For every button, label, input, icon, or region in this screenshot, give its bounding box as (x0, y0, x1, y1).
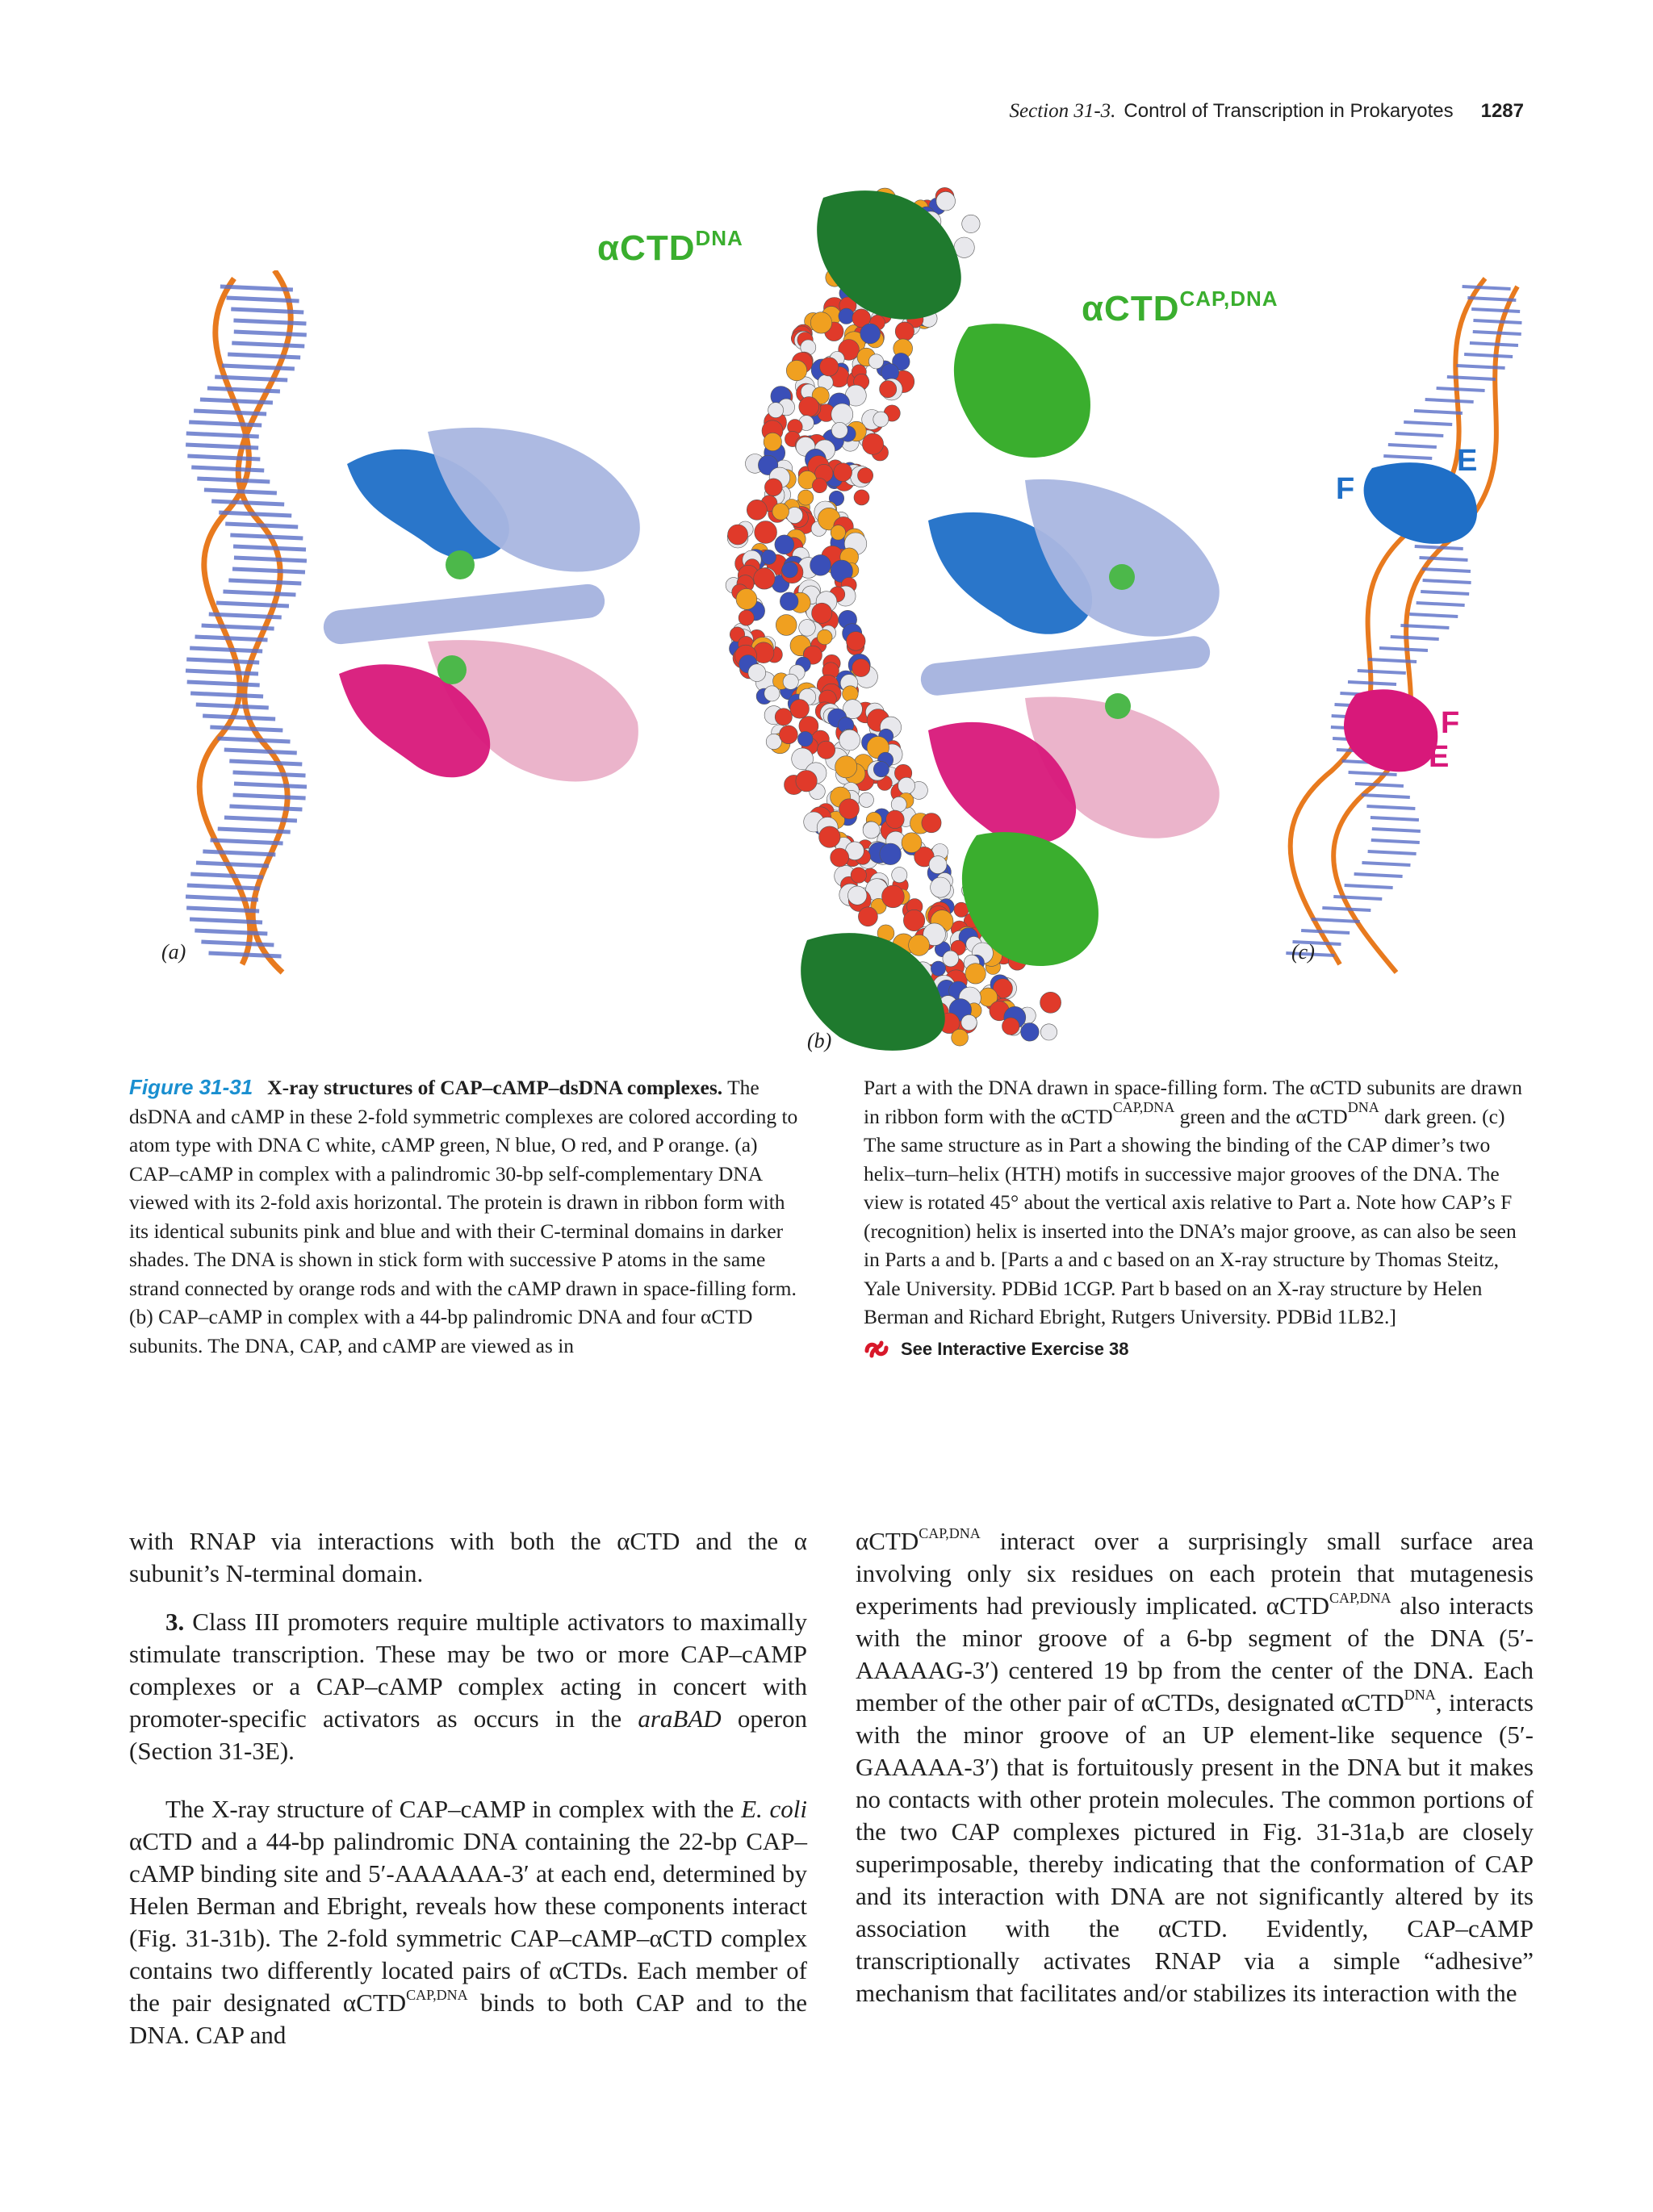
p2-text-a: Class III promoters require multiple activators to maximally stimulate transcription. These may be two or more CAP–cAMP complexes or a CAP–cAMP complex acting in concert with promoter-specific activators as occurs in the (129, 1608, 807, 1733)
dna-atom (895, 322, 914, 341)
paragraph-2 (129, 1606, 807, 1767)
dna-base-pair (1414, 411, 1463, 413)
dna-base-pair (203, 716, 275, 719)
dna-atom (936, 191, 956, 211)
p4-text-c: also interacts with the minor groove of a 6-bp segment of the DNA (5′-AAAAAG-3′) centered 19 bp from the center of the DNA. Each member of the other pair of αCTDs, designated αCTD (856, 1591, 1534, 1716)
caption-right-text-2: green and the αCTD (1174, 1104, 1348, 1128)
dna-base-pair (1349, 772, 1397, 775)
dna-base-pair (1395, 433, 1443, 436)
dna-base-pair (187, 682, 260, 685)
dna-base-pair (1391, 637, 1439, 639)
p3-species: E. coli (741, 1795, 807, 1823)
paragraph-3 (129, 1793, 807, 2051)
dna-atom (858, 907, 877, 926)
caption-sup-2: DNA (1347, 1098, 1379, 1115)
dna-atom (818, 629, 833, 645)
dna-atom (892, 868, 907, 883)
camp-bottom-b (1105, 693, 1131, 719)
dna-atom (810, 554, 831, 575)
dna-atom (799, 620, 816, 637)
caption-right-text-1: Part a with the DNA drawn in space-filling form. The αCTD subunits are drawn in ribbon form with the αCTD (864, 1076, 1522, 1128)
dna-base-pair (203, 851, 275, 855)
p4-sup-1: CAP,DNA (919, 1525, 981, 1541)
figure-caption (129, 1073, 1534, 1363)
page-number: 1287 (1480, 100, 1524, 122)
dna-atom (902, 833, 922, 853)
dna-atom (880, 843, 902, 865)
dna-base-pair (186, 659, 259, 663)
panel-label-c: (c) (1291, 940, 1315, 964)
dna-base-pair (1420, 558, 1468, 560)
actd-cap-top-b (954, 324, 1090, 458)
dna-base-pair (1354, 874, 1403, 876)
dna-base-pair (218, 738, 291, 742)
dna-base-pair (229, 761, 302, 764)
dna-base-pair (190, 874, 263, 877)
dna-atom (859, 792, 873, 807)
dna-base-pair (1463, 286, 1511, 289)
dna-atom (783, 674, 798, 689)
camp-top-b (1109, 564, 1135, 590)
dna-base-pair (234, 332, 307, 335)
dna-base-pair (211, 840, 283, 843)
dna-atom (860, 324, 881, 344)
dna-atom (922, 813, 941, 833)
dna-base-pair (1388, 445, 1437, 447)
dna-atom (775, 535, 794, 554)
panel-label-b: (b) (807, 1029, 832, 1052)
p4-text-d: , interacts with the minor groove of an UP element-like sequence (5′-GAAAAA-3′) that is fortuitously present in the DNA but it makes no contacts with other protein molecules. The common portions of the two CAP complexes pictured in Fig. 31-31a,b are closely superimposable, thereby indicating that the conformation of CAP and its interaction with DNA are not significantly altered by its association with the αCTD. Evidently, CAP–cAMP transcriptionally activates RNAP via a simple “adhesive” mechanism that facilitates and/or stabilizes its interaction with the (856, 1688, 1534, 2007)
dna-atom (786, 360, 806, 380)
dna-atom (831, 404, 853, 425)
figure-title: X-ray structures of CAP–cAMP–dsDNA complexes. (267, 1076, 723, 1099)
dna-base-pair (1312, 919, 1360, 922)
dna-atom (812, 479, 826, 493)
helix-label-f-bottom: F (1441, 706, 1460, 740)
dna-base-pair (1322, 908, 1371, 910)
dna-atom (1002, 1018, 1019, 1035)
dna-atom (835, 756, 857, 778)
p2-text-b: operon (Section 31-3E). (129, 1704, 807, 1765)
p4-sup-3: DNA (1404, 1687, 1436, 1703)
dna-atom (819, 826, 840, 847)
hth-pink-c (1344, 689, 1437, 771)
dna-base-pair (233, 795, 306, 798)
dna-base-pair (201, 942, 274, 945)
dna-base-pair (1425, 399, 1474, 402)
dna-base-pair (234, 558, 307, 561)
dna-base-pair (1415, 546, 1463, 549)
dna-atom (780, 725, 798, 744)
dna-base-pair (1345, 885, 1393, 888)
dna-base-pair (232, 343, 304, 346)
helix-label-e-top: E (1457, 444, 1478, 478)
dna-base-pair (1417, 603, 1465, 605)
dna-base-pair (186, 897, 258, 900)
dna-base-pair (233, 546, 306, 550)
dna-base-pair (228, 580, 301, 583)
dna-base-pair (228, 354, 300, 358)
dna-atom (831, 848, 849, 867)
dna-atom (886, 810, 905, 829)
dna-atom (931, 877, 951, 897)
dna-atom (839, 308, 854, 324)
dna-atom (931, 961, 945, 976)
dna-atom (851, 868, 866, 883)
dna-base-pair (223, 592, 295, 595)
dna-atom (839, 799, 860, 819)
dna-atom (775, 709, 792, 725)
dna-helix-a (199, 270, 291, 972)
p2-operon-name: araBAD (638, 1704, 722, 1733)
dna-atom (782, 562, 798, 578)
label-actd-cap-dna: αCTD$^{CAP,DNA}$ (1082, 286, 1278, 328)
dna-atom (728, 525, 748, 545)
paragraph-4 (856, 1525, 1534, 2009)
dna-atom (952, 1029, 969, 1046)
dna-base-pair (1471, 309, 1520, 312)
dna-base-pair (190, 693, 263, 696)
panel-c-structure (1235, 270, 1534, 981)
label-actd-dna: αCTD$^{DNA}$ (597, 226, 743, 268)
dna-atom (854, 490, 869, 505)
body-text (129, 1525, 1534, 2068)
p3-text-a: The X-ray structure of CAP–cAMP in complex with the (165, 1795, 742, 1823)
dna-base-pair (1437, 388, 1485, 391)
interactive-exercise-label: See Interactive Exercise 38 (901, 1338, 1129, 1359)
dna-atom (1021, 1023, 1040, 1042)
dna-base-pair (234, 784, 307, 787)
dna-base-pair (196, 705, 269, 708)
dna-atom (799, 397, 819, 417)
dna-atom (898, 777, 915, 794)
dna-atom (873, 762, 889, 777)
dna-base-pair (233, 320, 306, 324)
dna-atom (843, 686, 859, 702)
camp-bottom-a (437, 655, 467, 684)
interactive-exercise-icon (864, 1336, 893, 1361)
dna-base-pair (1464, 354, 1513, 357)
dna-atom (880, 381, 897, 398)
dna-base-pair (1333, 897, 1382, 899)
camp-top-a (446, 550, 475, 579)
dna-atom (965, 964, 986, 984)
dna-atom (1040, 1024, 1057, 1040)
dna-base-pair (209, 953, 282, 956)
dna-base-pair (1422, 569, 1471, 571)
paragraph-1: with RNAP via interactions with both the αCTD and the α subunit’s N-terminal domain. (129, 1527, 807, 1587)
dna-atom (818, 741, 835, 759)
dna-atom (812, 603, 832, 623)
dna-base-pair (1366, 806, 1415, 809)
dna-base-pair (225, 524, 298, 527)
dna-atom (747, 500, 767, 520)
dna-base-rungs-a (186, 286, 307, 956)
dna-atom (736, 589, 757, 610)
panel-a-molecule-image (161, 270, 678, 981)
dna-base-pair (211, 501, 284, 504)
dna-atom (848, 886, 867, 905)
p4-text-a: αCTD (856, 1527, 919, 1555)
dna-base-pair (1371, 817, 1419, 820)
dna-atom (954, 237, 974, 257)
dna-base-pair (229, 806, 302, 809)
dna-atom (798, 490, 814, 505)
dna-base-rungs-c (1286, 286, 1521, 955)
figure-number: Figure 31-31 (129, 1075, 253, 1099)
dna-base-pair (1368, 851, 1417, 854)
dna-base-pair (1409, 614, 1458, 617)
dna-base-pair (210, 727, 282, 730)
dna-base-pair (1473, 332, 1521, 334)
dna-atom (839, 730, 860, 751)
dna-atom (754, 568, 775, 589)
dna-base-pair (1473, 320, 1521, 323)
dna-atom (891, 797, 906, 812)
dna-base-pair (216, 603, 289, 606)
dna-base-pair (204, 490, 277, 493)
dna-atom (764, 479, 782, 496)
figure-31-31 (129, 182, 1534, 1073)
dna-atom (961, 1014, 977, 1030)
dna-base-pair (233, 772, 306, 776)
dna-base-pair (191, 467, 264, 470)
dna-base-pair (1470, 343, 1518, 345)
p3-sup: CAP,DNA (406, 1987, 468, 2003)
caption-right-column (864, 1073, 1534, 1363)
body-right-column (856, 1525, 1534, 2068)
dna-base-pair (1404, 422, 1452, 424)
dna-atom (797, 731, 813, 746)
dna-atom (796, 771, 817, 792)
body-left-column (129, 1525, 807, 2068)
section-label: Section 31-3. (1009, 100, 1116, 122)
interactive-exercise-link[interactable] (864, 1335, 1534, 1364)
caption-left-text: The dsDNA and cAMP in these 2-fold symmetric complexes are colored according to atom type with DNA C white, cAMP green, N blue, O red, and P orange. (a) CAP–cAMP in complex with a palindromic 30-bp self-complementary DNA viewed with its 2-fold axis horizontal. The protein is drawn in ribbon form with its identical subunits pink and blue and with their C-terminal domains in darker shades. The DNA is shown in stick form with successive P atoms in the same strand connected by orange rods and with the cAMP drawn in space-filling form. (b) CAP–cAMP in complex with a 44-bp palindromic DNA and four αCTD subunits. The DNA, CAP, and cAMP are viewed as in (129, 1076, 798, 1357)
dna-atom (834, 463, 852, 482)
dna-base-pair (232, 569, 305, 572)
dna-atom (748, 664, 766, 682)
dna-base-pair (1358, 671, 1406, 673)
dna-base-pair (195, 637, 268, 640)
long-helix-blue-a (322, 583, 606, 646)
list-number-3: 3. (165, 1608, 185, 1636)
dna-base-pair (1355, 784, 1404, 786)
dna-atom (882, 885, 905, 908)
p3-text-b: αCTD and a 44-bp palindromic DNA containing the 22-bp CAP–cAMP binding site and 5′-AAAAAA-3′ at each end, determined by Helen Berman and Ebright, reveals how these components interact (Fig. 31-31b). The 2-fold symmetric CAP–cAMP–αCTD complex contains two differently located pairs of αCTDs. Each member of the pair designated αCTD (129, 1827, 807, 2017)
dna-atom (768, 403, 784, 418)
dna-base-pair (1423, 580, 1471, 583)
dna-base-pair (187, 885, 260, 889)
dna-base-pair (219, 512, 291, 516)
dna-atom (943, 951, 959, 967)
dna-atom (909, 935, 930, 955)
dna-base-pair (196, 863, 269, 866)
caption-left-column (129, 1073, 799, 1363)
running-head (1010, 100, 1525, 123)
dna-base-pair (1348, 682, 1396, 684)
p3-text-c: binds to both CAP and to the DNA. CAP and (129, 1988, 807, 2049)
dna-atom (831, 422, 847, 438)
dna-base-pair (1362, 795, 1410, 797)
dna-base-pair (230, 535, 303, 538)
dna-atom (755, 521, 777, 544)
dna-atom (764, 433, 781, 450)
dna-atom (852, 659, 870, 676)
long-helix-blue-b (919, 634, 1212, 696)
dna-atom (790, 700, 810, 719)
caption-sup-1: CAP,DNA (1112, 1098, 1175, 1115)
dna-atom (831, 525, 845, 540)
caption-right-text-3: dark green. (c) The same structure as in Part a showing the binding of the CAP dimer’s two helix–turn–helix (HTH) motifs in successive major grooves of the DNA. The view is rotated 45° about the vertical axis relative to Part a. Note how CAP’s F (recognition) helix is inserted into the DNA’s major groove, as can also be seen in Parts a and b. [Parts a and c based on an X-ray structure by Thomas Steitz, Yale University. PDBid 1CGP. Part b based on an X-ray structure by Helen Berman and Richard Ebright, Rutgers University. PDBid 1LB2.] (864, 1104, 1517, 1328)
helix-label-e-bottom: E (1429, 740, 1450, 774)
dna-atom (762, 550, 776, 564)
dna-base-pair (1379, 648, 1428, 650)
panel-label-a: (a) (161, 940, 186, 964)
p4-text-b: interact over a surprisingly small surface area involving only six residues on each protein that mutagenesis experiments had previously implicated. αCTD (856, 1527, 1534, 1620)
dna-atom (820, 358, 839, 376)
dna-atom (863, 822, 880, 838)
dna-atom (847, 632, 866, 651)
dna-atom (772, 504, 789, 521)
dna-atom (929, 856, 947, 874)
dna-base-pair (1383, 456, 1432, 458)
dna-atom (962, 215, 980, 232)
dna-atom (868, 354, 883, 369)
dna-base-pair (1362, 863, 1410, 865)
dna-atom (873, 412, 889, 427)
p4-sup-2: CAP,DNA (1329, 1590, 1391, 1606)
chapter-title: Control of Transcription in Prokaryotes (1124, 100, 1454, 122)
dna-atom (739, 610, 754, 625)
dna-atom (810, 312, 831, 333)
panel-a-structure (161, 270, 678, 981)
dna-atom (858, 468, 873, 483)
dna-base-pair (224, 750, 297, 753)
dna-atom (780, 592, 798, 611)
dna-base-pair (1301, 930, 1350, 933)
helix-label-f-top: F (1336, 472, 1355, 506)
dna-base-pair (190, 648, 262, 651)
dna-base-pair (197, 479, 270, 482)
dna-base-pair (222, 366, 295, 369)
dna-atom (862, 433, 883, 454)
panel-c-molecule-image (1235, 270, 1534, 981)
dna-base-pair (1421, 592, 1469, 594)
dna-atom (764, 686, 780, 701)
dna-base-pair (1371, 840, 1420, 843)
dna-atom (1040, 992, 1061, 1013)
panel-b-structure (597, 182, 1278, 1053)
dna-base-pair (1372, 829, 1421, 831)
dna-atom (776, 615, 797, 636)
